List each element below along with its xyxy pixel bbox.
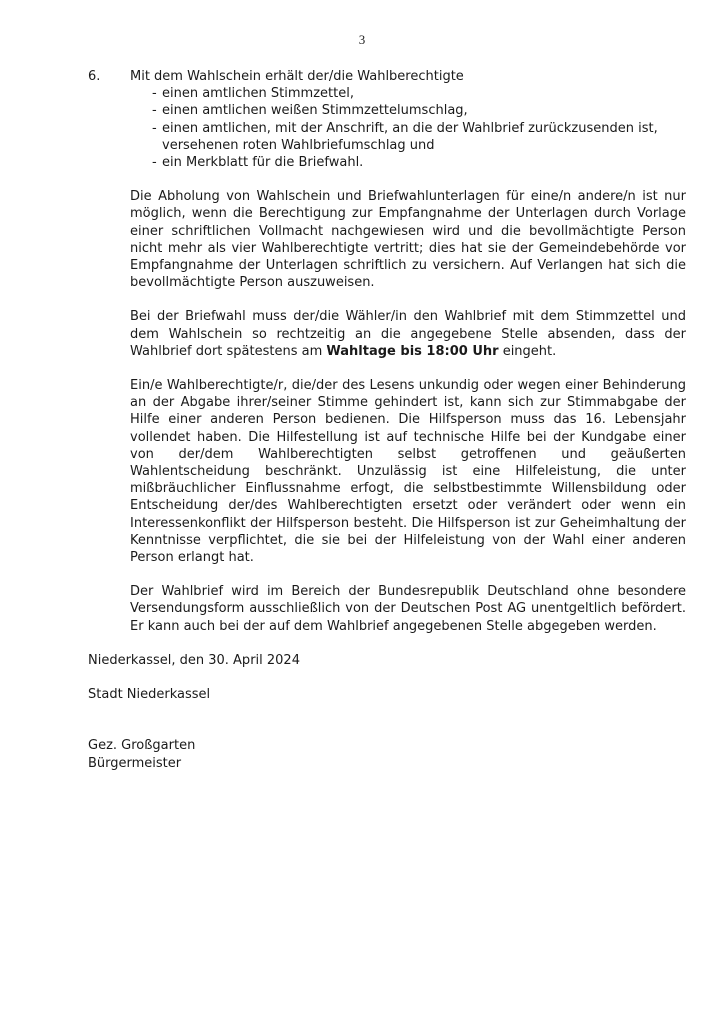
list-item: - einen amtlichen weißen Stimmzettelumschlag, — [152, 103, 468, 119]
dash-icon: - — [152, 155, 157, 171]
place-date: Niederkassel, den 30. April 2024 — [88, 652, 300, 668]
signer-title: Bürgermeister — [88, 755, 182, 771]
document-body — [88, 68, 686, 772]
deadline-emphasis: Wahltage bis 18:00 Uhr — [326, 343, 499, 359]
paragraph-postal-deadline: Bei der Briefwahl muss der/die Wähler/in den Wahlbrief mit dem Stimmzettel und dem Wahlschein so rechtzeitig an die angegebene Stelle absenden, dass der Wahlbrief dort spätestens am Wahltage bis 18:00 Uhr eingeht. — [130, 309, 686, 359]
section-number: 6. — [88, 69, 101, 84]
signed-by: Gez. Großgarten — [88, 738, 196, 754]
list-item: - einen amtlichen Stimmzettel, — [152, 86, 354, 102]
paragraph-proxy-pickup: Die Abholung von Wahlschein und Briefwahlunterlagen für eine/n andere/n ist nur möglich, wenn die Berechtigung zur Empfangnahme der Unterlagen durch Vorlage einer schriftlichen Vollmacht nachgewiesen wird und die bevollmächtigte Person nicht mehr als vier Wahlberechtigte vertritt; dies hat sie der Gemeindebehörde vor Empfangnahme der Unterlagen schriftlich zu versichern. Auf Verlangen hat sich die bevollmächtigte Person auszuweisen. — [130, 189, 686, 291]
list-item: - ein Merkblatt für die Briefwahl. — [152, 155, 364, 171]
paragraph-delivery: Der Wahlbrief wird im Bereich der Bundesrepublik Deutschland ohne besondere Versendungsform ausschließlich von der Deutschen Post AG unentgeltlich befördert. Er kann auch bei der auf dem Wahlbrief angegebenen Stelle abgegeben werden. — [130, 584, 686, 634]
dash-icon: - — [152, 120, 157, 136]
section-item — [88, 68, 686, 171]
authority: Stadt Niederkassel — [88, 687, 211, 703]
paragraph-assistance: Ein/e Wahlberechtigte/r, die/der des Lesens unkundig oder wegen einer Behinderung an der Abgabe ihrer/seiner Stimme gehindert ist, kann sich zur Stimmabgabe der Hilfe einer anderen Person bedienen. Die Hilfsperson muss das 16. Lebensjahr vollendet haben. Die Hilfestellung ist auf technische Hilfe bei der Kundgabe einer von der/dem Wahlberechtigten selbst getroffenen und geäußerten Wahlentscheidung beschränkt. Unzulässig ist eine Hilfeleistung, die unter mißbräuchlicher Einflussnahme erfogt, die selbstbestimmte Willensbildung oder Entscheidung der/des Wahlberechtigten ersetzt oder verändert oder wenn ein Interessenkonflikt der Hilfsperson besteht. Die Hilfsperson ist zur Geheimhaltung der Kenntnisse verpflichtet, die sie bei der Hilfeleistung von der Wahl einer anderen Person erlangt hat. — [130, 378, 686, 566]
page-number: 3 — [358, 32, 366, 47]
bullet-list — [130, 85, 686, 171]
dash-icon: - — [152, 103, 157, 119]
list-item: - einen amtlichen, mit der Anschrift, an die der Wahlbrief zurückzusenden ist, versehenen roten Wahlbriefumschlag und — [152, 120, 658, 153]
dash-icon: - — [152, 86, 157, 102]
section-intro: Mit dem Wahlschein erhält der/die Wahlberechtigte — [130, 69, 464, 84]
